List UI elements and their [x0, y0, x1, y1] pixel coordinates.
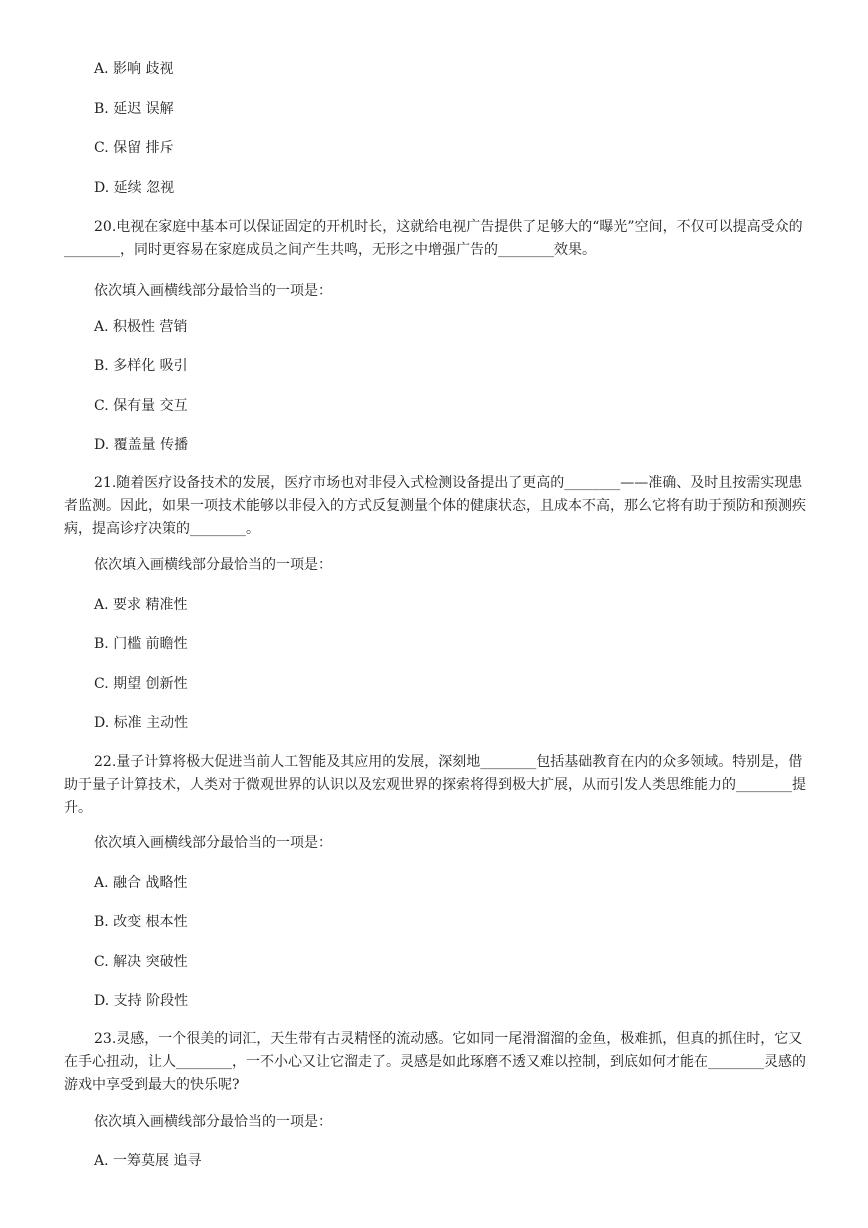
option-a-q20: A. 积极性 营销	[94, 319, 188, 335]
option-c-q22: C. 解决 突破性	[94, 954, 188, 970]
option-a-q19: A. 影响 歧视	[94, 61, 174, 77]
option-a-q22: A. 融合 战略性	[94, 875, 188, 891]
question-21-instruction: 依次填入画横线部分最恰当的一项是：	[94, 557, 332, 573]
question-20-instruction: 依次填入画横线部分最恰当的一项是：	[94, 283, 332, 299]
option-b-q19: B. 延迟 误解	[94, 101, 174, 117]
option-b-q21: B. 门槛 前瞻性	[94, 636, 188, 652]
question-22-instruction: 依次填入画横线部分最恰当的一项是：	[94, 835, 332, 851]
question-23-instruction: 依次填入画横线部分最恰当的一项是：	[94, 1114, 332, 1130]
question-22-stem: 22.量子计算将极大促进当前人工智能及其应用的发展，深刻地________包括基础教育在内的众多领域。特别是，借助于量子计算技术，人类对于微观世界的认识以及宏观世界的探索将得到极大扩展，从而引发人类思维能力的________提升。	[64, 754, 806, 816]
option-a-q21: A. 要求 精准性	[94, 597, 188, 613]
option-d-q22: D. 支持 阶段性	[94, 993, 189, 1009]
option-d-q19: D. 延续 忽视	[94, 180, 175, 196]
question-23-stem: 23.灵感，一个很美的词汇，天生带有古灵精怪的流动感。它如同一尾滑溜溜的金鱼，极难抓，但真的抓住时，它又在手心扭动，让人________，一不小心又让它溜走了。灵感是如此琢磨不透又难以控制，到底如何才能在________灵感的游戏中享受到最大的快乐呢?	[64, 1031, 806, 1093]
option-c-q20: C. 保有量 交互	[94, 398, 188, 414]
question-21-stem: 21.随着医疗设备技术的发展，医疗市场也对非侵入式检测设备提出了更高的________——准确、及时且按需实现患者监测。因此，如果一项技术能够以非侵入的方式反复测量个体的健康状态，且成本不高，那么它将有助于预防和预测疾病，提高诊疗决策的________。	[64, 475, 806, 537]
option-c-q19: C. 保留 排斥	[94, 140, 174, 156]
option-b-q22: B. 改变 根本性	[94, 914, 188, 930]
option-c-q21: C. 期望 创新性	[94, 676, 188, 692]
option-b-q20: B. 多样化 吸引	[94, 358, 188, 374]
option-d-q21: D. 标准 主动性	[94, 715, 189, 731]
option-a-q23: A. 一筹莫展 追寻	[94, 1153, 202, 1169]
question-20-stem: 20.电视在家庭中基本可以保证固定的开机时长，这就给电视广告提供了足够大的“曝光”空间，不仅可以提高受众的________，同时更容易在家庭成员之间产生共鸣，无形之中增强广告的________效果。	[64, 219, 803, 258]
option-d-q20: D. 覆盖量 传播	[94, 437, 189, 453]
